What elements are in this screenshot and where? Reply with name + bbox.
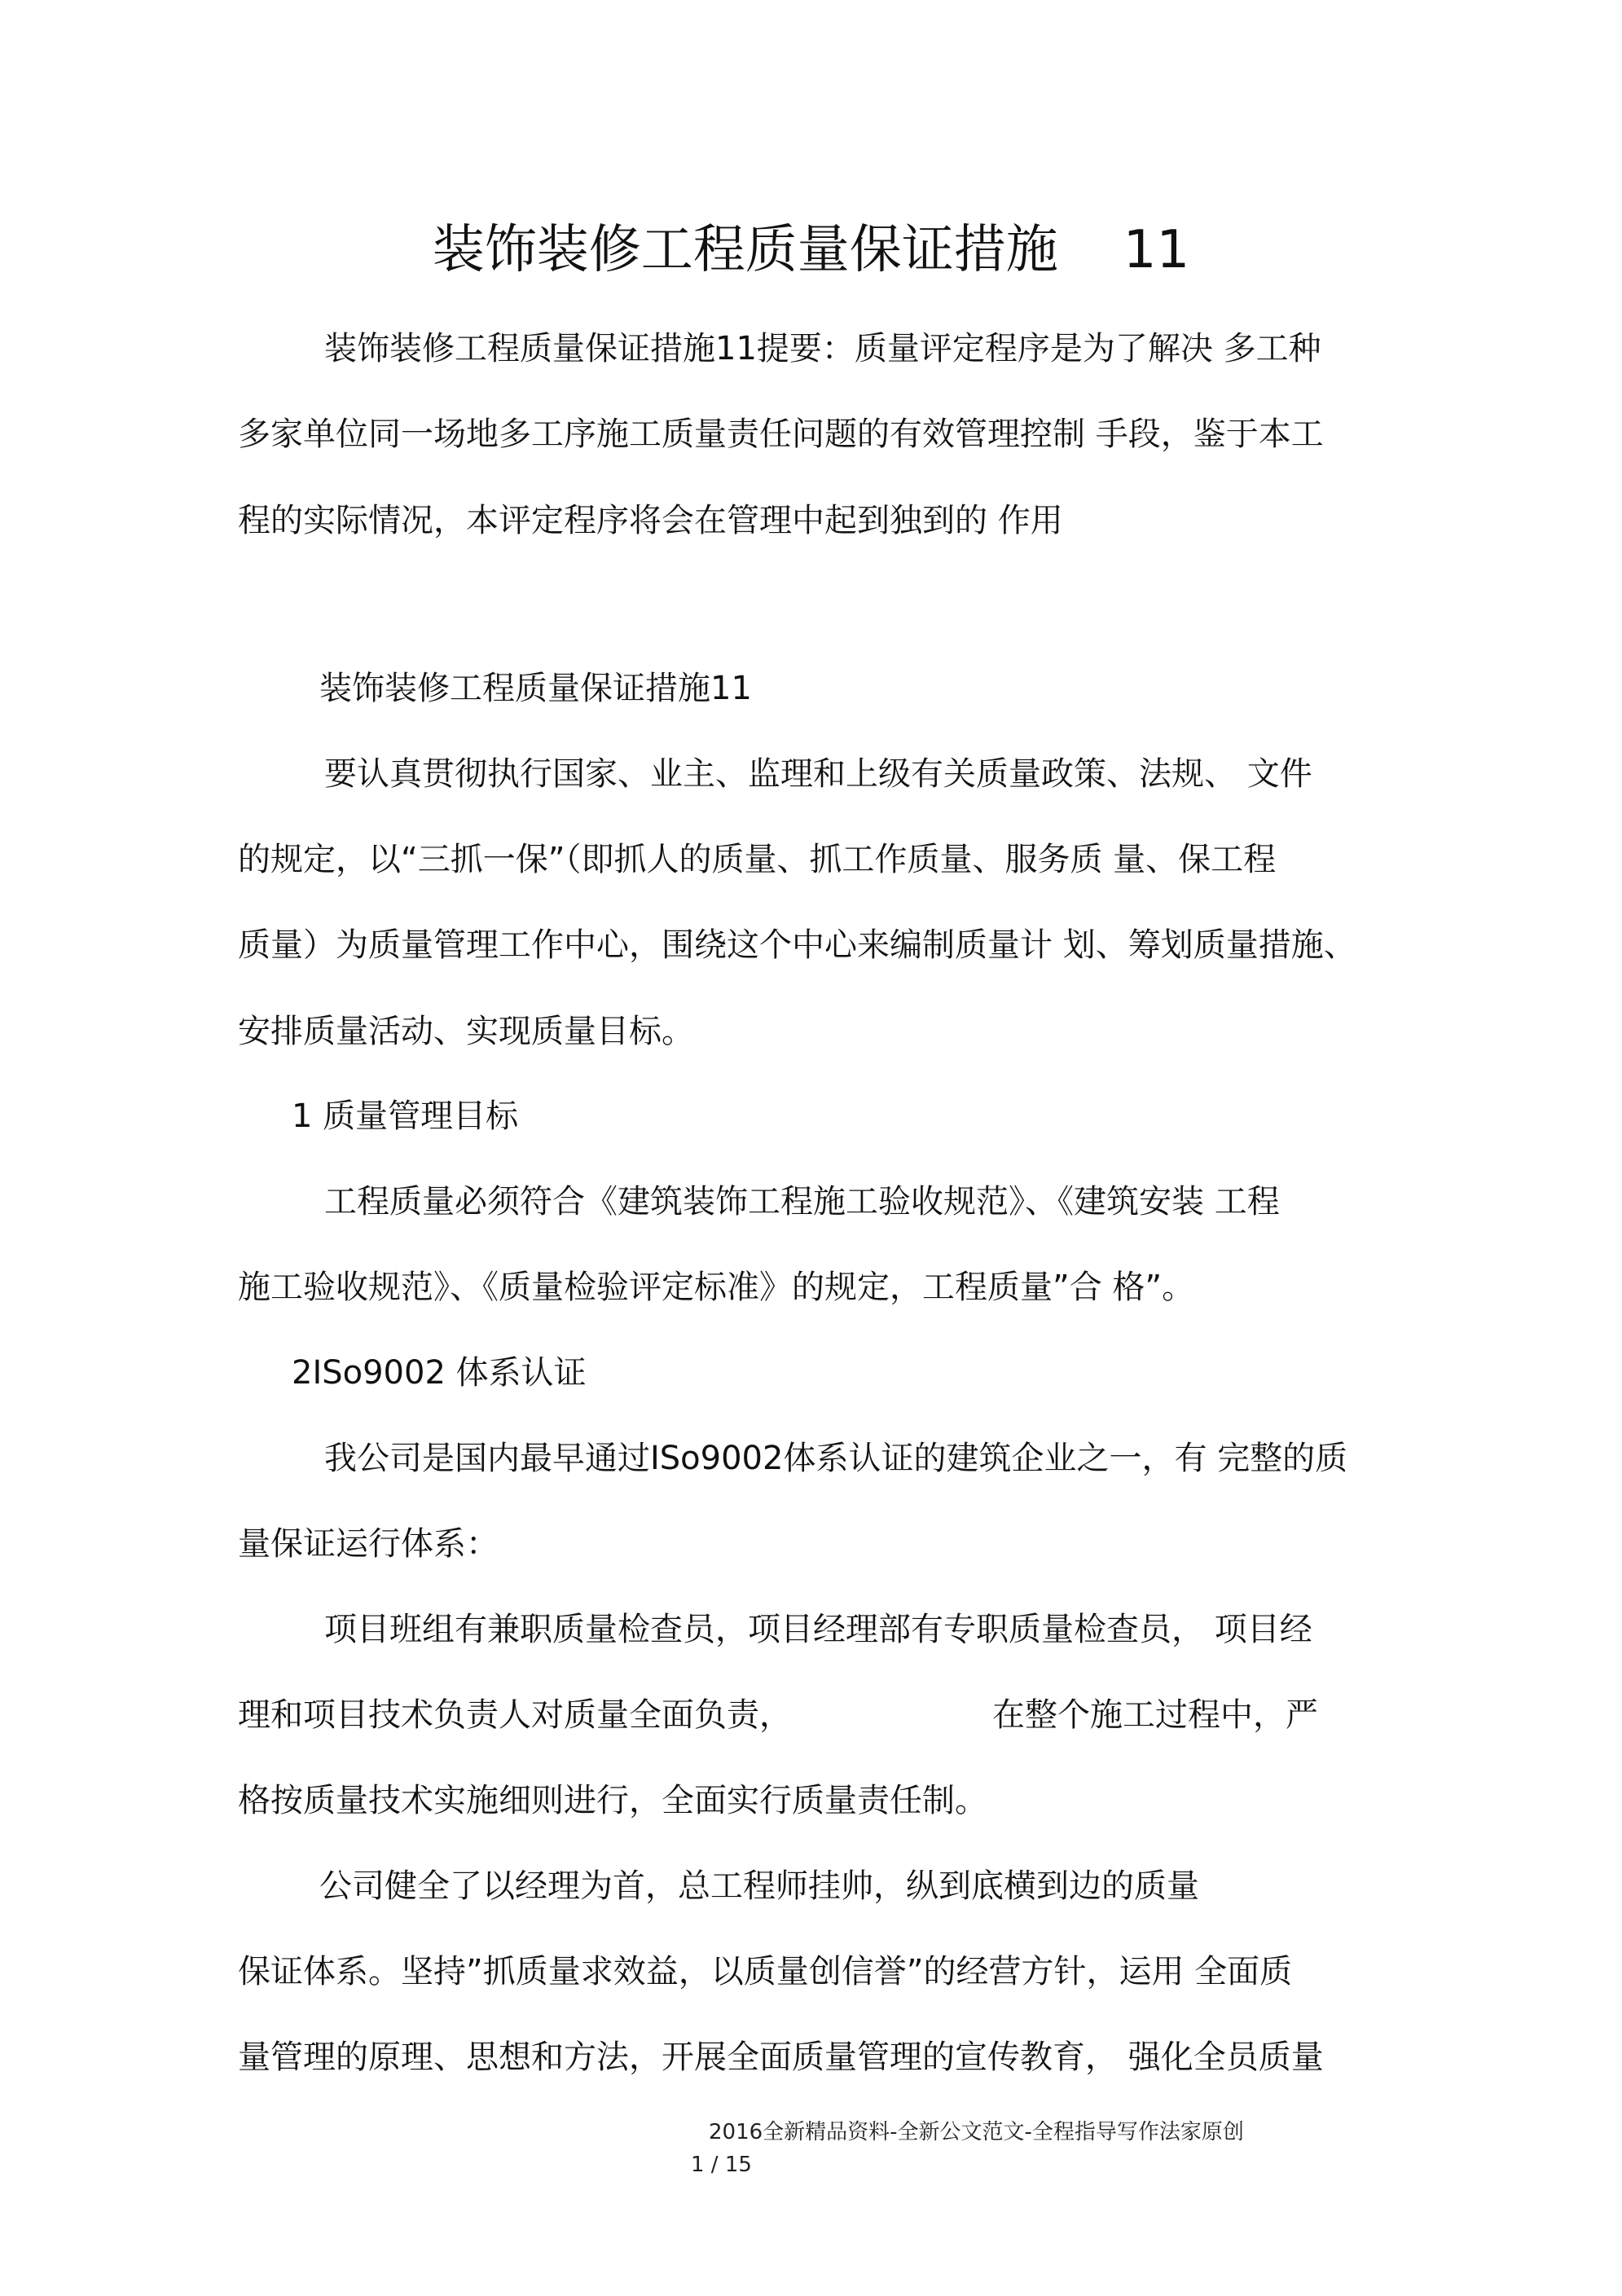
para2-line-2: 施工验收规范》、《质量检验评定标准》的规定，工程质量”合 格”。: [238, 1269, 1195, 1306]
abstract-line-2: 多家单位同一场地多工序施工质量责任问题的有效管理控制 手段，鉴于本工: [238, 416, 1324, 453]
para4-line-2b: 在整个施工过程中，严: [992, 1696, 1318, 1734]
abstract-line-1: 装饰装修工程质量保证措施11提要：质量评定程序是为了解决 多工种: [324, 330, 1321, 367]
para4-line-3: 格按质量技术实施细则进行，全面实行质量责任制。: [238, 1782, 987, 1819]
para1-line-4: 安排质量活动、实现质量目标。: [238, 1013, 694, 1050]
para1-line-2: 的规定，以“三抓一保”（即抓人的质量、抓工作质量、服务质 量、保工程: [238, 841, 1277, 878]
abstract-line-3: 程的实际情况，本评定程序将会在管理中起到独到的 作用: [238, 502, 1063, 539]
footer-banner: 2016全新精品资料-全新公文范文-全程指导写作法家原创: [709, 2120, 1244, 2144]
heading-quality-target: 1 质量管理目标: [292, 1097, 519, 1135]
para5-line-3: 量管理的原理、思想和方法，开展全面质量管理的宣传教育， 强化全员质量: [238, 2039, 1324, 2076]
para5-line-2: 保证体系。坚持”抓质量求效益，以质量创信誉”的经营方针，运用 全面质: [238, 1953, 1293, 1990]
page-number: 1 / 15: [691, 2153, 752, 2177]
para5-line-1: 公司健全了以经理为首，总工程师挂帅，纵到底横到边的质量: [319, 1867, 1199, 1905]
para2-line-1: 工程质量必须符合《建筑装饰工程施工验收规范》、《建筑安装 工程: [324, 1183, 1280, 1221]
title-number: 11: [1123, 220, 1190, 280]
para3-line-1: 我公司是国内最早通过ISo9002体系认证的建筑企业之一，有 完整的质: [324, 1440, 1348, 1477]
document-title: [0, 213, 1622, 287]
para4-line-2a: 理和项目技术负责人对质量全面负责，: [238, 1696, 792, 1734]
para1-line-1: 要认真贯彻执行国家、业主、监理和上级有关质量政策、法规、 文件: [324, 755, 1312, 793]
para3-line-2: 量保证运行体系：: [238, 1525, 499, 1563]
title-main: 装饰装修工程质量保证措施: [432, 220, 1058, 280]
heading-iso-certification: 2ISo9002 体系认证: [292, 1354, 587, 1392]
section-subtitle: 装饰装修工程质量保证措施11: [319, 670, 752, 707]
para4-line-1: 项目班组有兼职质量检查员，项目经理部有专职质量检查员， 项目经: [324, 1611, 1312, 1648]
para1-line-3: 质量）为质量管理工作中心，围绕这个中心来编制质量计 划、筹划质量措施、: [238, 926, 1356, 964]
